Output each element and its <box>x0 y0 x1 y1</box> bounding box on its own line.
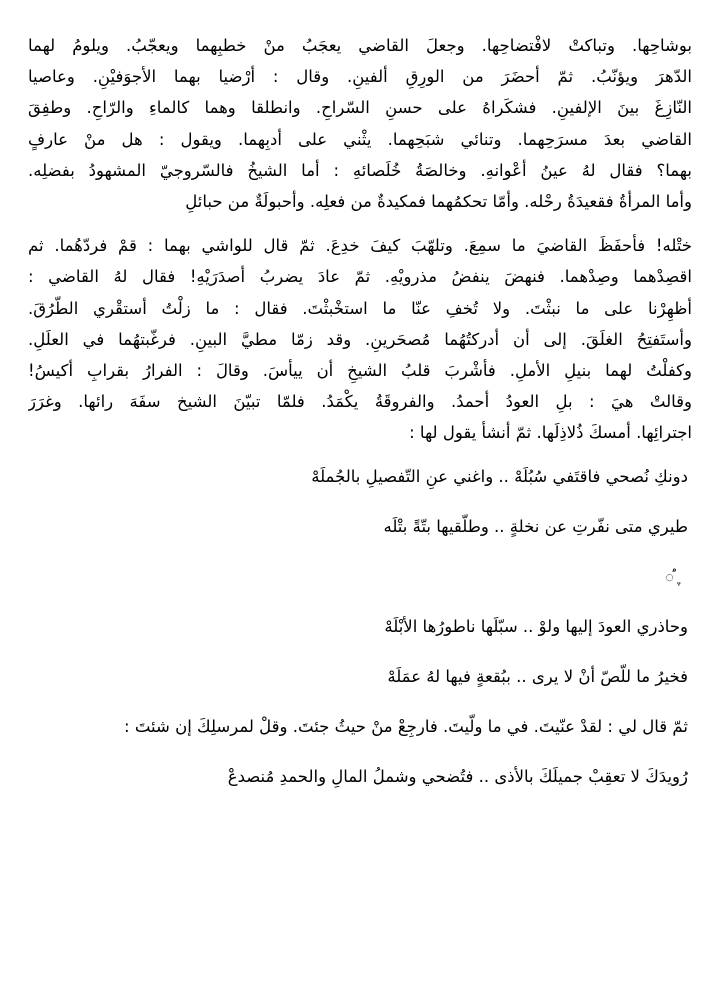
poem-verse: دونكِ نُصحي فاقتَفي سُبُلَهْ .. واغني عنِ التّفصيلِ بالجُملَهْ <box>311 467 688 487</box>
text-line: وأما المرأةُ فقعيدَةُ رحْله. وأمّا تحكمُهما فمكيدةٌ من فعلِه. وأحبولَةٌ من حبائلِ <box>185 191 692 211</box>
paragraph-2 <box>28 230 692 448</box>
text-line: وقالتْ هيَ : بلِ العودُ أحمدُ. والفروقَةُ يكْمَدُ. فلمّا تبيّنَ الشيخ سفَهَ رائها. وغرَرَ <box>28 392 692 412</box>
text-line: بهما؟ فقال لهُ عينُ أعْوانهِ. وخالصَةُ خُلَصائهِ : أما الشيخُ فالسّروجيّ المشهودُ بفضلِه. <box>28 160 692 180</box>
text-line: الدّهرَ ويؤنّبُ. ثمّ أحضَرَ من الورِقِ ألفينِ. وقال : أرْضيا بهما الأجوَفيْنِ. وعاصيا <box>28 67 692 87</box>
poem <box>28 460 692 810</box>
text-line: القاضي بعدَ مسرَحِهما. وتنائي شبَحِهما. يثْني على أدبِهما. ويقول : هل منْ عارفٍ <box>28 129 692 149</box>
text-line: ختْله! فأحفَظَ القاضيَ ما سمِعَ. وتلهّبَ كيفَ خدِعَ. ثمّ قال للواشي بهما : قمْ فردّهُما. ثم <box>28 236 692 256</box>
closing-line: ثمّ قال لي : لقدْ عنّيتَ. في ما ولّيتَ. فارجِعْ منْ حيثُ جئتَ. وقلْ لمرسلِكَ إن شئتَ : <box>124 717 688 737</box>
text-line: بوشاحِها. وتباكتْ لافْتضاحِها. وجعلَ القاضي يعجَبُ منْ خطبِهما ويعجّبُ. ويلومُ لهما <box>28 36 692 55</box>
poem-verse: فخيرُ ما للّصّ أنْ لا يرى .. ببُقعةٍ فيها لهُ عمَلَهْ <box>387 667 688 687</box>
poem-verse: طيري متى نفّرتِ عن نخلةٍ .. وطلّقيها بتّةً بتْلَه <box>383 517 688 537</box>
verse-separator-ornament: ֶֶ◌֠ <box>665 568 674 587</box>
paragraph-1 <box>28 30 692 217</box>
text-line: وكفلْتُ لهما بنيلِ الأملِ. فأشْربَ قلبُ الشيخِ أن ييأسَ. وقالَ : الفرارُ بقرابِ أكيسُ! <box>28 360 692 380</box>
text-line: أظهِرْنا على ما نبثْتَ. ولا تُخفِ عنّا ما استخْبثْتَ. فقال : ما زلْتُ أستقْري الطّرُقَ. <box>28 298 692 318</box>
text-line: وأستَفتِحُ الغلَقَ. إلى أن أدركتُهُما مُصحَرينِ. وقد زمّا مطيَّ البينِ. فرغّبتهُما في العلَلِ. <box>28 329 692 349</box>
final-verse: رُويدَكَ لا تعقِبْ جميلَكَ بالأذى .. فتُضحي وشملُ المالِ والحمدِ مُنصدعْ <box>227 767 688 787</box>
text-line: اجترائِها. أمسكَ ذُلاذِلَها. ثمّ أنشأ يقول لها : <box>409 423 692 443</box>
poem-verse: وحاذري العودَ إليها ولوْ .. سبّلَها ناطورُها الأبْلَهْ <box>384 617 688 637</box>
text-line: النّازِغَ بينَ الإلفينِ. فشكَراهُ على حسنِ السّراحِ. وانطلقا وهما كالماءِ والرّاحِ. وطفِقَ <box>28 98 692 118</box>
text-line: اقصِدْهما وصِدْهما. فنهضَ ينفضُ مذرويْهِ. ثمّ عادَ يضربُ أصدَرَيْهِ! فقال لهُ القاضي : <box>28 267 692 287</box>
